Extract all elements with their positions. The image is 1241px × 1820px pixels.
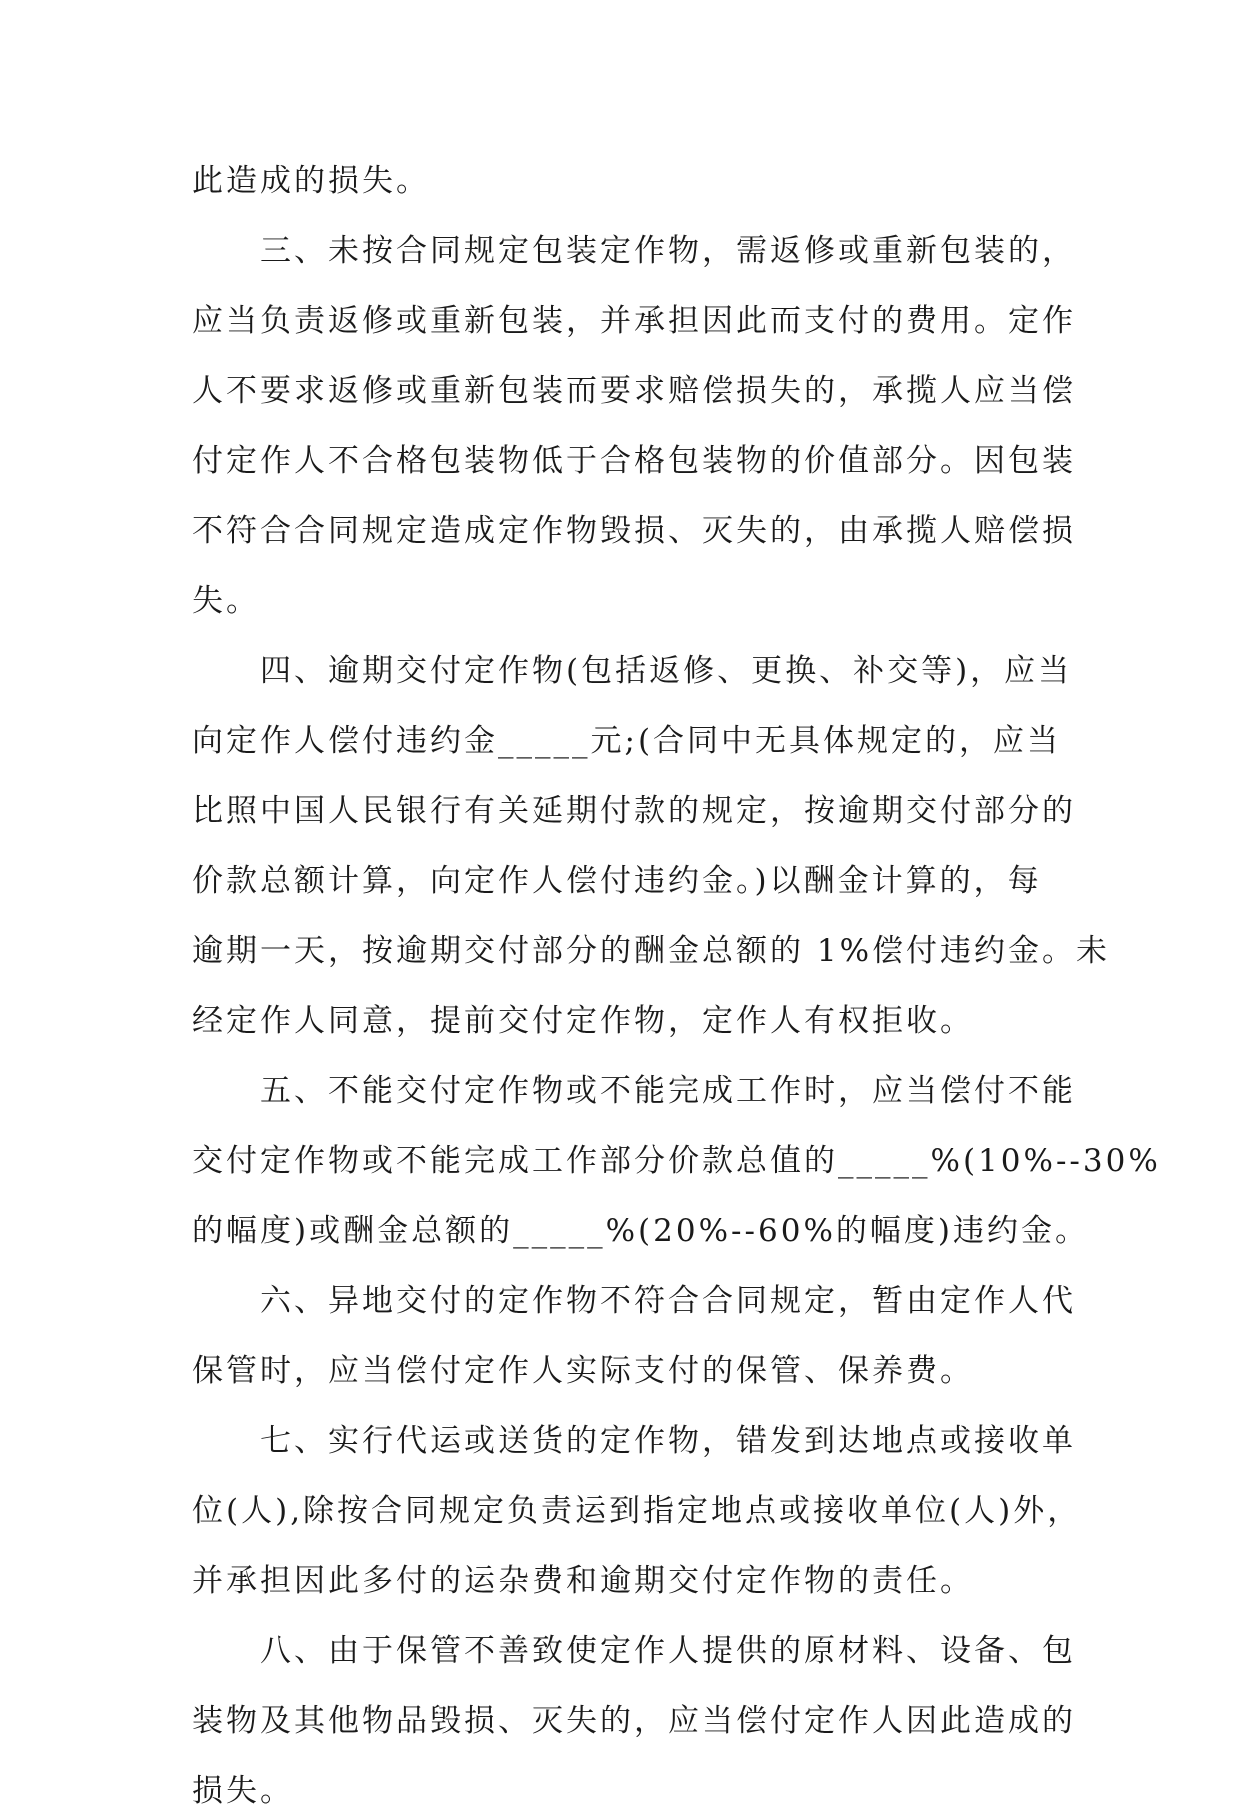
- text-line: 失。: [192, 583, 260, 619]
- text-line: 七、实行代运或送货的定作物，错发到达地点或接收单: [192, 1423, 1076, 1459]
- text-line: 的幅度)或酬金总额的_____%(20%--60%的幅度)违约金。: [192, 1213, 1089, 1249]
- text-line: 交付定作物或不能完成工作部分价款总值的_____%(10%--30%: [192, 1143, 1161, 1179]
- text-line: 付定作人不合格包装物低于合格包装物的价值部分。因包装: [192, 443, 1076, 479]
- document-body: [192, 152, 1161, 1820]
- text-line: 应当负责返修或重新包装，并承担因此而支付的费用。定作: [192, 303, 1076, 339]
- text-line: 并承担因此多付的运杂费和逾期交付定作物的责任。: [192, 1563, 974, 1599]
- text-line: 装物及其他物品毁损、灭失的，应当偿付定作人因此造成的: [192, 1703, 1076, 1739]
- text-line: 经定作人同意，提前交付定作物，定作人有权拒收。: [192, 1003, 974, 1039]
- text-line: 三、未按合同规定包装定作物，需返修或重新包装的，: [192, 233, 1076, 269]
- text-line: 八、由于保管不善致使定作人提供的原材料、设备、包: [192, 1633, 1076, 1669]
- text-line: 五、不能交付定作物或不能完成工作时，应当偿付不能: [192, 1073, 1076, 1109]
- text-line: 六、异地交付的定作物不符合合同规定，暂由定作人代: [192, 1283, 1076, 1319]
- text-line: 人不要求返修或重新包装而要求赔偿损失的，承揽人应当偿: [192, 373, 1076, 409]
- text-line: 此造成的损失。: [192, 163, 430, 199]
- text-line: 逾期一天，按逾期交付部分的酬金总额的 1%偿付违约金。未: [192, 933, 1111, 969]
- text-line: 价款总额计算，向定作人偿付违约金。)以酬金计算的，每: [192, 863, 1042, 899]
- text-line: 损失。: [192, 1773, 294, 1809]
- text-line: 位(人),除按合同规定负责运到指定地点或接收单位(人)外，: [192, 1493, 1082, 1529]
- text-line: 保管时，应当偿付定作人实际支付的保管、保养费。: [192, 1353, 974, 1389]
- text-line: 不符合合同规定造成定作物毁损、灭失的，由承揽人赔偿损: [192, 513, 1076, 549]
- text-line: 向定作人偿付违约金_____元;(合同中无具体规定的，应当: [192, 723, 1062, 759]
- text-line: 四、逾期交付定作物(包括返修、更换、补交等)，应当: [192, 653, 1073, 689]
- text-line: 比照中国人民银行有关延期付款的规定，按逾期交付部分的: [192, 793, 1076, 829]
